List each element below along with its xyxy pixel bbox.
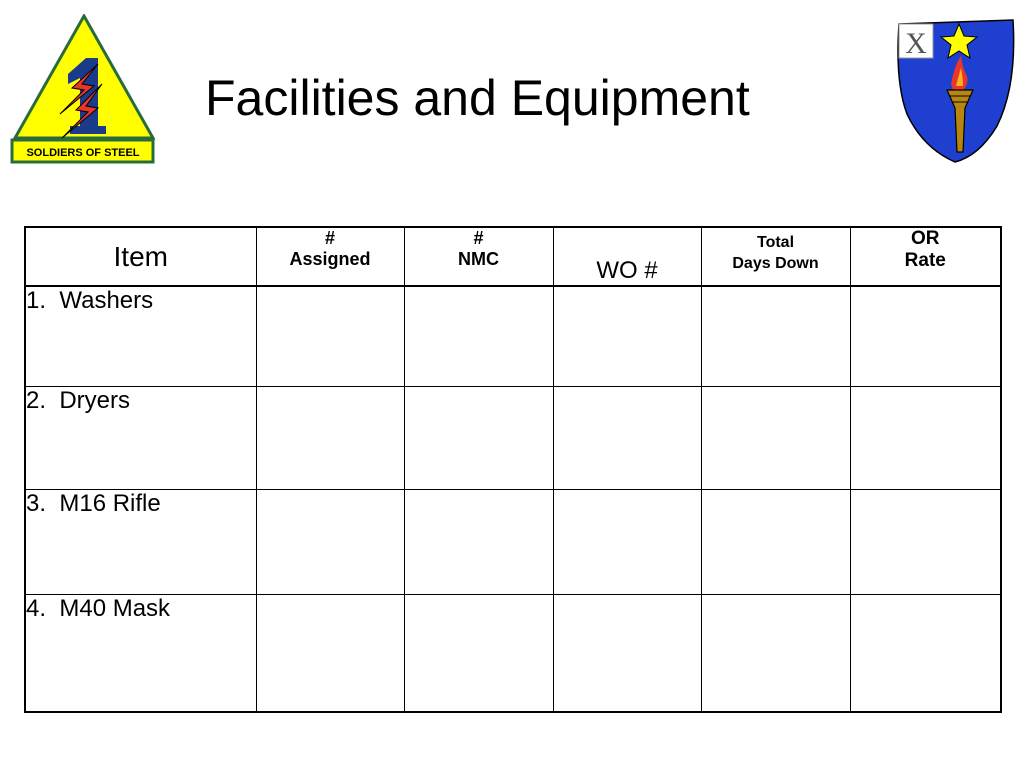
header-item: Item: [25, 227, 256, 286]
table-row: [25, 594, 1001, 712]
wo-cell[interactable]: [553, 386, 701, 489]
days-down-cell[interactable]: [701, 489, 850, 594]
table-row: [25, 489, 1001, 594]
header-or-line2: Rate: [904, 250, 946, 271]
header-total-days-down: [701, 227, 850, 286]
table-row: [25, 286, 1001, 386]
logo-caption: SOLDIERS OF STEEL: [26, 147, 140, 159]
item-m16-rifle: 3. M16 Rifle: [25, 489, 256, 594]
header-assigned: [256, 227, 404, 286]
roman-numeral-ten: X: [905, 27, 927, 60]
equipment-table: [24, 226, 1002, 713]
or-rate-cell[interactable]: [850, 489, 1001, 594]
nmc-cell[interactable]: [404, 286, 553, 386]
header-or-rate: [850, 227, 1001, 286]
header-nmc: [404, 227, 553, 286]
or-rate-cell[interactable]: [850, 386, 1001, 489]
or-rate-cell[interactable]: [850, 594, 1001, 712]
assigned-cell[interactable]: [256, 594, 404, 712]
header-nmc-label: NMC: [458, 249, 499, 269]
page-title: Facilities and Equipment: [205, 70, 750, 126]
or-rate-cell[interactable]: [850, 286, 1001, 386]
header-nmc-symbol: #: [473, 228, 484, 248]
days-down-cell[interactable]: [701, 286, 850, 386]
wo-cell[interactable]: [553, 594, 701, 712]
header-or-line1: OR: [911, 228, 940, 249]
header-wo-number: WO #: [553, 227, 701, 286]
wo-cell[interactable]: [553, 286, 701, 386]
assigned-cell[interactable]: [256, 286, 404, 386]
assigned-cell[interactable]: [256, 386, 404, 489]
days-down-cell[interactable]: [701, 386, 850, 489]
table-header-row: [25, 227, 1001, 286]
header-days-line1: Total: [756, 234, 795, 251]
table-row: [25, 386, 1001, 489]
nmc-cell[interactable]: [404, 489, 553, 594]
nmc-cell[interactable]: [404, 594, 553, 712]
header-assigned-symbol: #: [324, 228, 335, 248]
days-down-cell[interactable]: [701, 594, 850, 712]
item-m40-mask: 4. M40 Mask: [25, 594, 256, 712]
soldiers-of-steel-logo: [10, 14, 158, 166]
torch-shield-logo: [893, 16, 1019, 164]
item-dryers: 2. Dryers: [25, 386, 256, 489]
assigned-cell[interactable]: [256, 489, 404, 594]
header-assigned-label: Assigned: [289, 249, 371, 269]
wo-cell[interactable]: [553, 489, 701, 594]
header-days-line2: Days Down: [732, 255, 819, 272]
item-washers: 1. Washers: [25, 286, 256, 386]
nmc-cell[interactable]: [404, 386, 553, 489]
